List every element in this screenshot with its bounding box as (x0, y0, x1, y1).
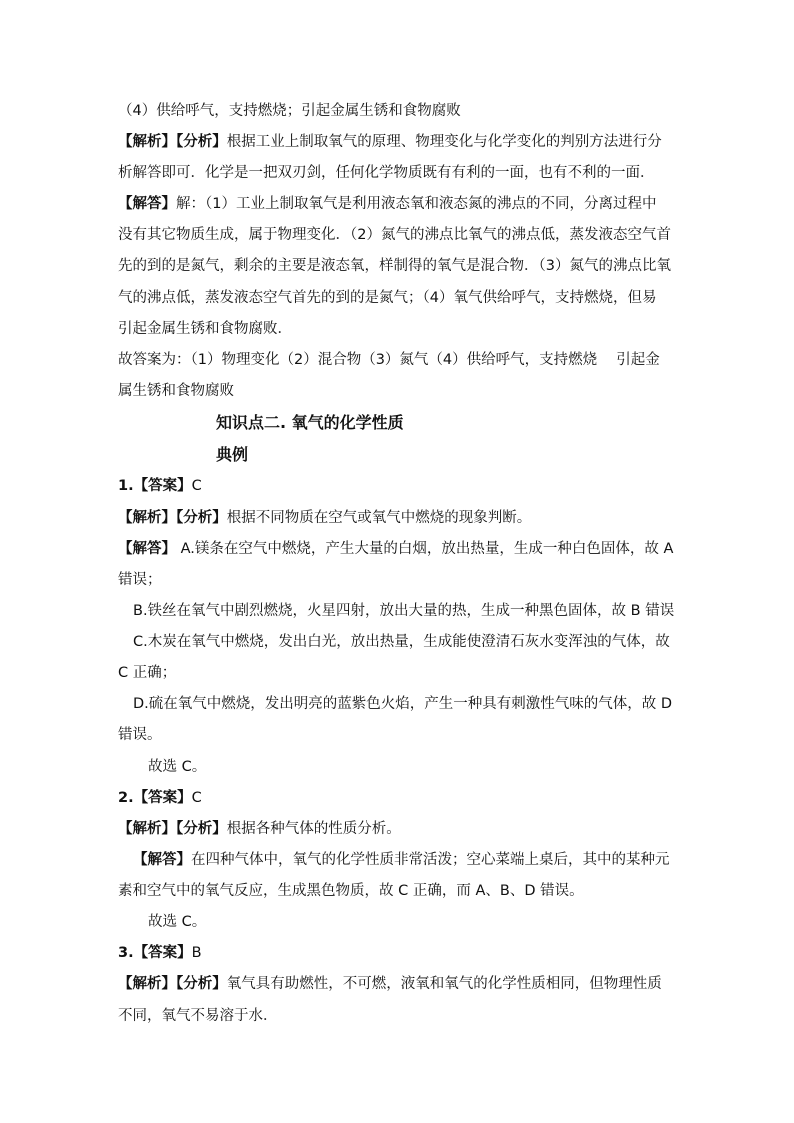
q1-jiexi-line (118, 508, 688, 528)
answer-value: B (191, 945, 202, 961)
jiexi-text: 根据各种气体的性质分析。 (226, 821, 401, 837)
q2-jieda-line1 (133, 850, 703, 870)
q0-jiexi-line1 (118, 132, 688, 152)
jieda-text: 在四种气体中，氧气的化学性质非常活泼；空心菜端上桌后，其中的某种元 (191, 852, 670, 868)
answer-tag: 【答案】 (133, 478, 192, 494)
section-title: 知识点二. 氧气的化学性质 (216, 413, 404, 432)
jiexi-tag: 【解析】【分析】 (118, 821, 227, 837)
q0-answer-line2: 属生锈和食物腐败 (118, 383, 234, 399)
answer-value: C (191, 790, 202, 806)
answer-tag: 【答案】 (133, 790, 192, 806)
q0-jiexi-line2: 析解答即可．化学是一把双刃剑，任何化学物质既有有利的一面，也有不利的一面． (118, 165, 655, 181)
jiexi-text: 根据不同物质在空气或氧气中燃烧的现象判断。 (226, 510, 532, 526)
q3-jiexi-line1 (118, 974, 688, 994)
q1-jieda-line-d2: 错误。 (118, 727, 162, 743)
jiexi-tag: 【解析】【分析】 (118, 976, 227, 992)
jiexi-text: 氧气具有助燃性，不可燃，液氧和氧气的化学性质相同，但物理性质 (226, 976, 662, 992)
q2-answer-line (118, 788, 688, 808)
jiexi-tag: 【解析】【分析】 (118, 510, 227, 526)
q3-answer-line (118, 943, 688, 963)
jiexi-text: 根据工业上制取氧气的原理、物理变化与化学变化的判别方法进行分 (226, 134, 662, 150)
question-number: 3. (118, 945, 134, 961)
q2-jieda-line2: 素和空气中的氧气反应，生成黑色物质，故 C 正确，而 A、B、D 错误。 (118, 883, 584, 899)
question-number: 1. (118, 478, 134, 494)
jieda-tag: 【解答】 (118, 196, 176, 212)
q1-jieda-line-c2: C 正确； (118, 665, 177, 681)
q0-jieda-line3: 先的到的是氮气，剩余的主要是液态氧，样制得的氧气是混合物．（3）氮气的沸点比氧 (118, 258, 671, 274)
q0-jieda-line1 (118, 194, 688, 214)
q1-answer-line (118, 476, 688, 496)
jieda-text: A.镁条在空气中燃烧，产生大量的白烟，放出热量，生成一种白色固体，故 A (176, 541, 674, 557)
section-subtitle: 典例 (216, 445, 249, 464)
answer-value: C (191, 478, 202, 494)
jiexi-tag: 【解析】【分析】 (118, 134, 227, 150)
jieda-tag: 【解答】 (133, 852, 191, 868)
q2-choose-line: 故选 C。 (148, 914, 207, 930)
item4-line: （4）供给呼气，支持燃烧；引起金属生锈和食物腐败 (118, 103, 461, 119)
q1-choose-line: 故选 C。 (148, 759, 207, 775)
jieda-text: 解：（1）工业上制取氧气是利用液态氧和液态氮的沸点的不同，分离过程中 (176, 196, 657, 212)
answer-tag: 【答案】 (133, 945, 192, 961)
q0-jieda-line2: 没有其它物质生成，属于物理变化．（2）氮气的沸点比氧气的沸点低，蒸发液态空气首 (118, 227, 671, 243)
jieda-tag: 【解答】 (118, 541, 176, 557)
q1-jieda-line-a2: 错误； (118, 572, 162, 588)
question-number: 2. (118, 790, 134, 806)
q1-jieda-line-d1: D.硫在氧气中燃烧，发出明亮的蓝紫色火焰，产生一种具有刺激性气味的气体，故 D (133, 696, 673, 712)
q1-jieda-line-b: B.铁丝在氧气中剧烈燃烧，火星四射，放出大量的热，生成一种黑色固体，故 B 错误 (133, 603, 675, 619)
q3-jiexi-line2: 不同，氧气不易溶于水． (118, 1008, 278, 1024)
q0-answer-line1: 故答案为：（1）物理变化（2）混合物（3）氮气（4）供给呼气，支持燃烧 引起金 (118, 352, 660, 368)
q0-jieda-line4: 气的沸点低，蒸发液态空气首先的到的是氮气；（4）氧气供给呼气，支持燃烧，但易 (118, 290, 657, 306)
q2-jiexi-line (118, 819, 688, 839)
q1-jieda-line-c1: C.木炭在氧气中燃烧，发出白光，放出热量，生成能使澄清石灰水变浑浊的气体，故 (133, 634, 670, 650)
q0-jieda-line5: 引起金属生锈和食物腐败． (118, 321, 292, 337)
q1-jieda-line-a1 (118, 539, 688, 559)
